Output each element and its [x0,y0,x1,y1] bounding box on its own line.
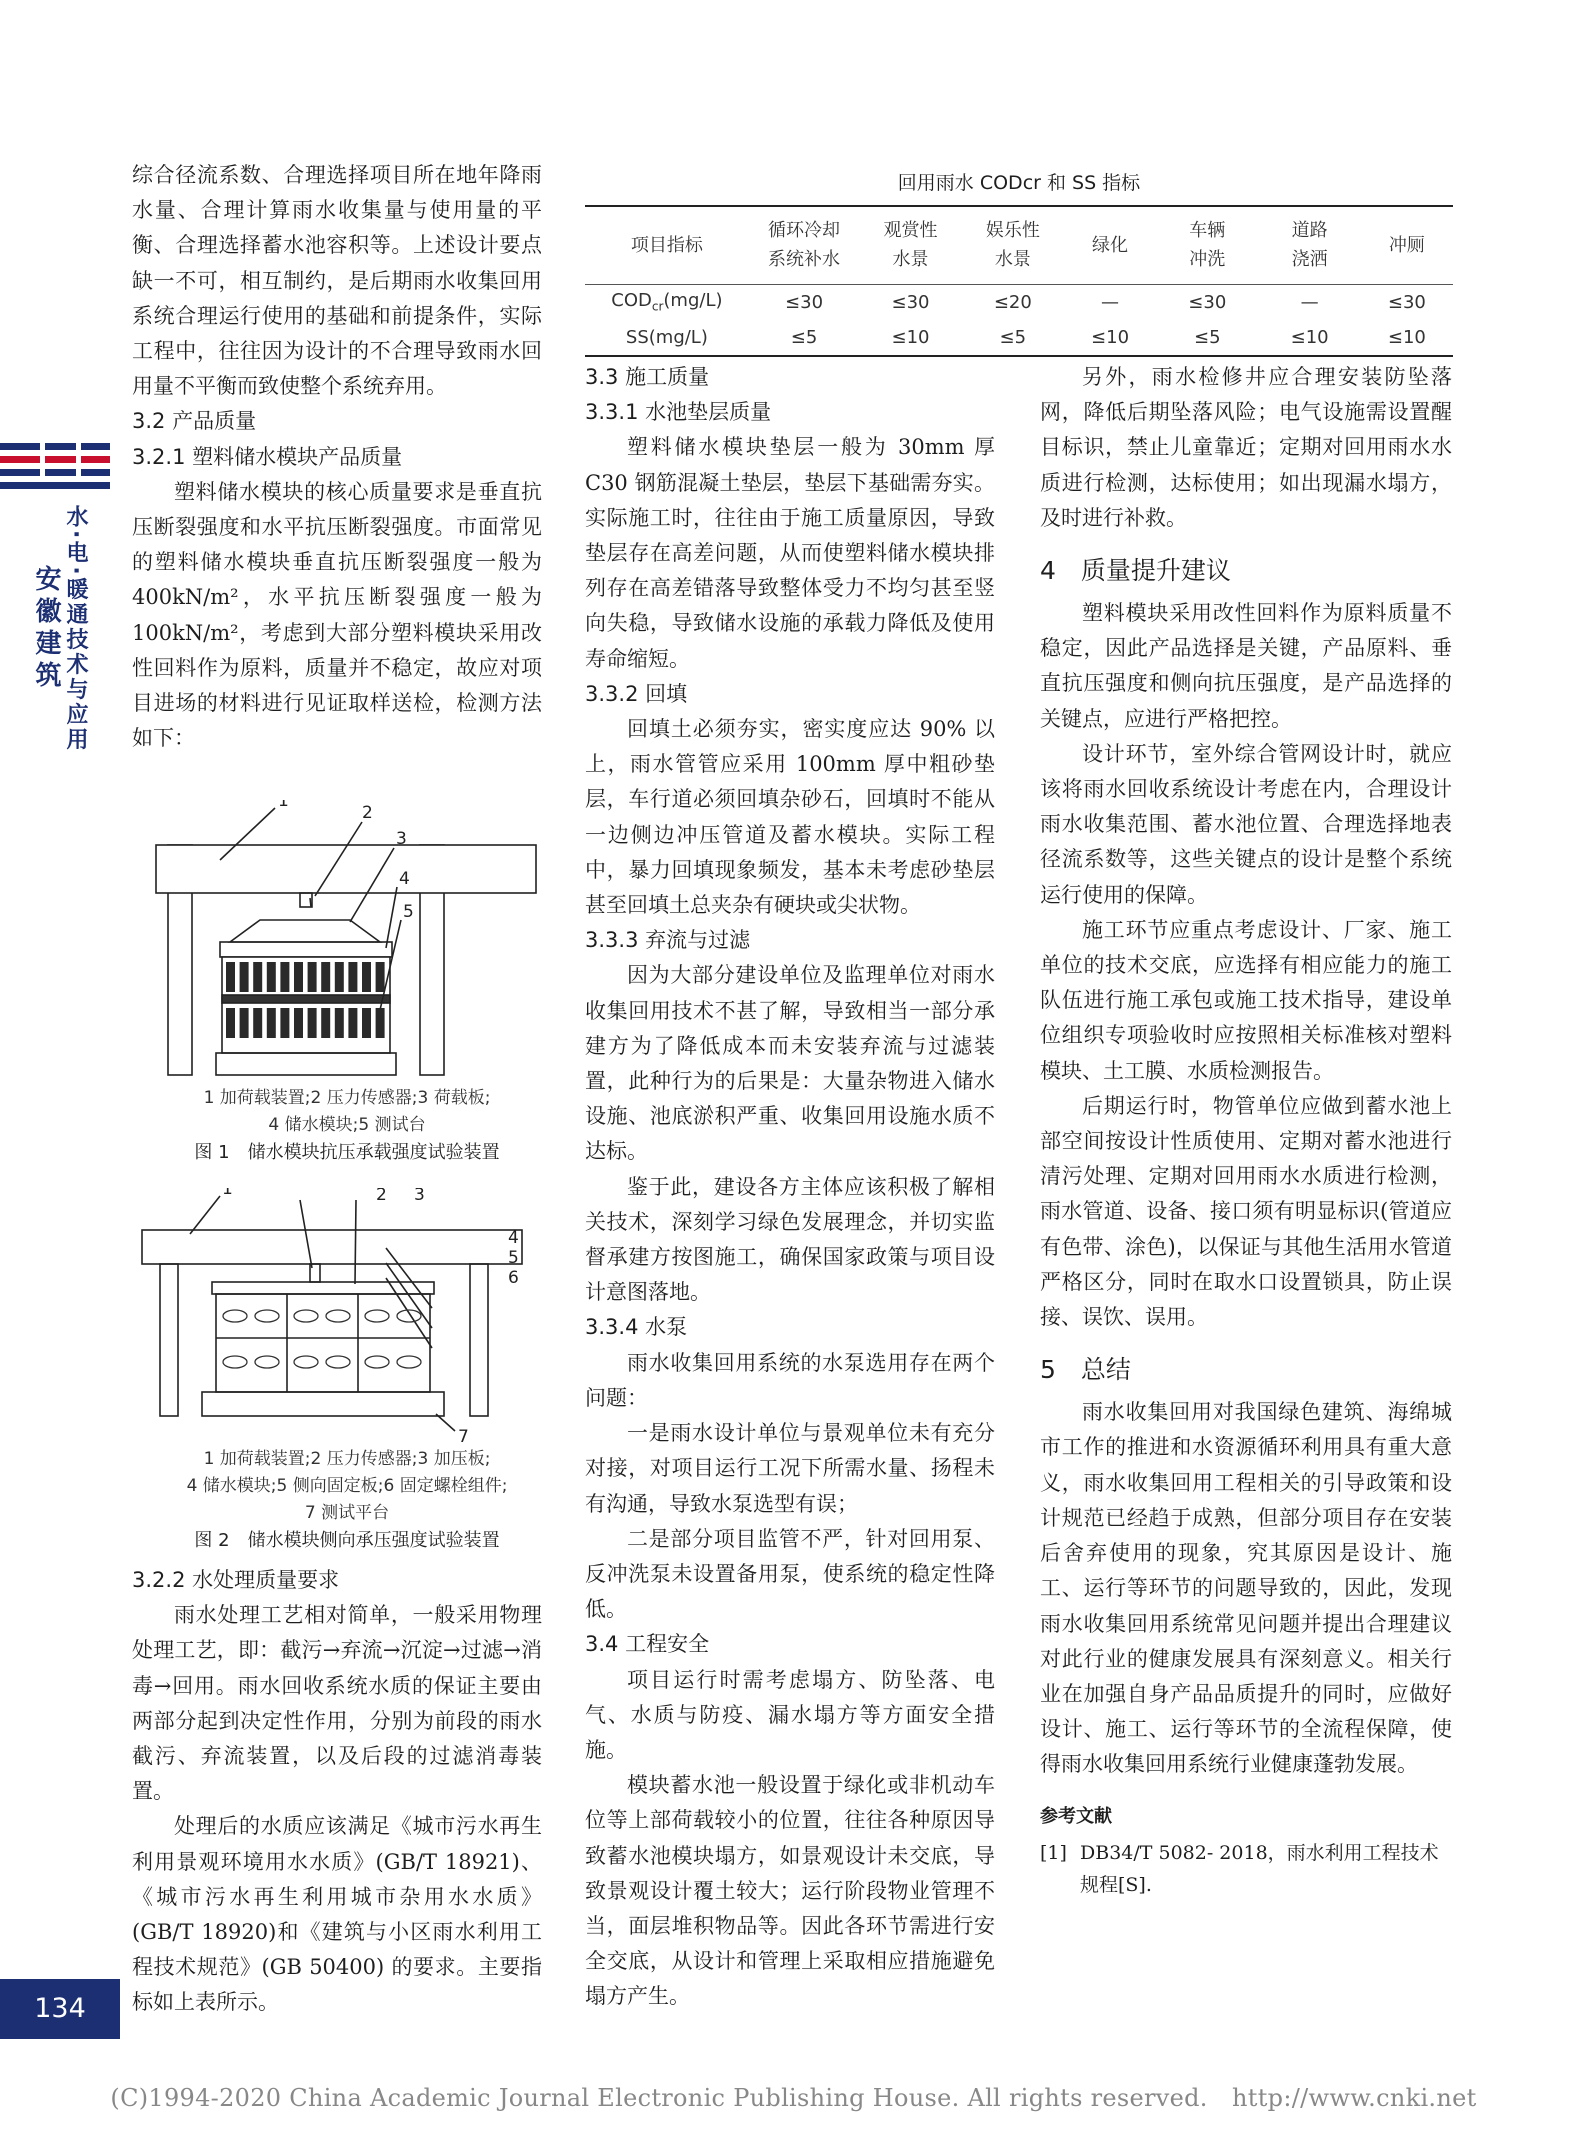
fig2-module-cell [326,1356,350,1368]
paragraph-4-b: 设计环节，室外综合管网设计时，就应该将雨水回收系统设计考虑在内，合理设计雨水收集范围、蓄水池位置、合理选择地表径流系数等，这些关键点的设计是整个系统运行使用的保障。 [1040,741,1452,907]
figure-2 [140,1188,550,1448]
fig2-legend-line-1: 1 加荷载装置;2 压力传感器;3 加压板; [203,1449,491,1469]
fig1-module-cell [348,962,357,992]
table-header-line: 绿化 [1092,234,1129,256]
fig1-module-cell [267,1008,276,1038]
stripe-blue-1 [0,443,110,450]
index-table [585,205,1453,357]
table-header-cell [962,206,1064,284]
fig2-module-cell [365,1356,389,1368]
table-cell: ≤10 [1290,327,1329,348]
table-header-cell [1156,206,1258,284]
journal-name-vertical: 水·电·暖通技术与应用 [63,505,88,753]
fig1-module-cell [376,1008,385,1038]
stripe-red-1 [0,456,110,463]
right-intro-paragraph: 另外，雨水检修井应合理安装防坠落网，降低后期坠落风险；电气设施需设置醒目标识，禁止儿童靠近；定期对回用雨水水质进行检测，达标使用；如出现漏水塌方，及时进行补救。 [1040,365,1452,530]
table-row [585,284,1453,320]
fig2-label-5: 5 [508,1248,519,1268]
table-cell: ≤5 [999,327,1027,348]
fig1-label-5: 5 [403,902,414,922]
stripe-blue-3 [0,482,110,489]
fig2-module-cell [365,1310,389,1322]
table-header-line: 车辆 [1189,220,1226,242]
paragraph-3-2-2-b: 处理后的水质应该满足《城市污水再生利用景观环境用水水质》(GB/T 18921)、《城市污水再生利用城市杂用水水质》(GB/T 18920)和《建筑与小区雨水利用工程技术规范》(GB 50400) 的要求。主要指标如上表所示。 [132,1814,542,2015]
fig1-legend-line-1: 1 加荷载装置;2 压力传感器;3 荷载板; [203,1088,491,1108]
fig2-module-cell [326,1310,350,1322]
fig1-module-cell [267,962,276,992]
fig1-module-cell [240,1008,249,1038]
fig1-label-2: 2 [362,803,373,823]
paragraph-3-3-1: 塑料储水模块垫层一般为 30mm 厚 C30 钢筋混凝土垫层，垫层下基础需夯实。实际施工时，往往由于施工质量原因，导致垫层存在高差问题，从而使塑料储水模块排列存在高差错落导致整体受力不均匀甚至竖向失稳，导致储水设施的承载力降低及使用寿命缩短。 [585,435,995,671]
fig1-module-cell [348,1008,357,1038]
heading-3-3-1: 3.3.1 水池垫层质量 [585,400,772,425]
fig2-module-cell [223,1356,247,1368]
fig2-module-cell [255,1356,279,1368]
table-cell: ≤20 [993,291,1032,313]
table-header-line: 水景 [892,249,929,271]
heading-3-3-4: 3.3.4 水泵 [585,1315,688,1340]
table-row [585,320,1453,356]
table-header-cell [585,206,749,284]
table-title: 回用雨水 CODcr 和 SS 指标 [897,172,1141,194]
table-header-cell [859,206,961,284]
fig1-module-cell [294,1008,303,1038]
table-header-cell [1258,206,1360,284]
fig1-module-cell [280,962,289,992]
table-row-label: $COD_{cr}(mg/L)$ [611,290,723,315]
table-header-cell [1361,206,1453,284]
table-cell: ≤10 [1387,327,1426,348]
stripe-notch-1 [40,443,45,476]
paragraph-4-a: 塑料模块采用改性回料作为原料质量不稳定，因此产品选择是关键，产品原料、垂直抗压强度和侧向抗压强度，是产品选择的关键点，应进行严格把控。 [1040,601,1452,731]
fig1-label-1: 1 [278,800,289,811]
references [1040,1801,1452,1901]
table-header-line: 系统补水 [768,249,841,271]
table-header-line: 道路 [1291,220,1328,242]
heading-3-2-2: 3.2.2 水处理质量要求 [132,1568,340,1592]
figure-2-drawing [140,1188,550,1448]
fig2-label-6: 6 [508,1268,519,1288]
table-header-line: 浇洒 [1291,249,1328,271]
table-header-line: 观赏性 [883,220,938,242]
reference-1 [1040,1837,1452,1901]
paragraph-4-c: 施工环节应重点考虑设计、厂家、施工单位的技术交底，应选择有相应能力的施工队伍进行施工承包或施工技术指导，建设单位组织专项验收时应按照相关标准核对塑料模块、土工膜、水质检测报告。 [1040,917,1452,1083]
heading-3-3: 3.3 施工质量 [585,365,710,389]
heading-3-3-2: 3.3.2 回填 [585,681,688,706]
fig2-legend-line-2: 4 储水模块;5 侧向固定板;6 固定螺栓组件; [186,1476,508,1496]
fig1-label-3: 3 [396,829,407,849]
stripe-notch-2 [76,443,81,476]
right-column [1040,360,1452,1901]
heading-3-2-1: 3.2.1 塑料储水模块产品质量 [132,444,403,469]
table-cell: ≤30 [891,291,930,313]
paragraph-3-3-3-b: 鉴于此，建设各方主体应该积极了解相关技术，深刻学习绿色发展理念，并切实监督承建方按图施工，确保国家政策与项目设计意图落地。 [585,1174,995,1305]
paragraph-3-3-2: 回填土必须夯实，密实度应达 90% 以上，雨水管管应采用 100mm 厚中粗砂垫层，车行道必须回填杂砂石，回填时不能从一边侧边冲压管道及蓄水模块。实际工程中，暴力回填现象频发，基本未考虑砂垫层甚至回填土总夹杂有硬块或尖状物。 [585,717,995,918]
paragraph-3-2-1: 塑料储水模块的核心质量要求是垂直抗压断裂强度和水平抗压断裂强度。市面常见的塑料储水模块垂直抗压断裂强度一般为 400kN/m²，水平抗压断裂强度一般为 100kN/m²，考虑到大部分塑料模块采用改性回料作为原料，质量并不稳定，故应对项目进场的材料进行见证取样送检，检测方法如下： [132,479,542,751]
fig1-module-cell [308,962,317,992]
table-cell: ≤10 [891,327,930,348]
table-header-line: 冲洗 [1189,249,1226,271]
table-header-row [585,206,1453,284]
fig2-label-7: 7 [458,1427,469,1447]
fig1-label-4: 4 [399,869,410,889]
fig1-module-cell [280,1008,289,1038]
left-intro-paragraph: 综合径流系数、合理选择项目所在地年降雨水量、合理计算雨水收集量与使用量的平衡、合理选择蓄水池容积等。上述设计要点缺一不可，相互制约，是后期雨水收集回用系统合理运行使用的基础和前提条件，实际工程中，往往因为设计的不合理导致雨水回用量不平衡而致使整个系统弃用。 [132,163,542,399]
table-header-line: 水景 [994,249,1031,271]
table-cell: ≤30 [1387,291,1426,313]
fig1-module-cell [240,962,249,992]
figure-2-legend [132,1446,562,1555]
table-cell: ≤30 [1188,291,1227,313]
table-cell: — [1101,291,1120,313]
paragraph-3-4-b: 模块蓄水池一般设置于绿化或非机动车位等上部荷载较小的位置，往往各种原因导致蓄水池模块塌方，如景观设计未交底，导致景观设计覆土较大；运行阶段物业管理不当，面层堆积物品等。因此各环节需进行安全交底，从设计和管理上采取相应措施避免塌方产生。 [585,1773,995,2009]
index-table-block [585,168,1453,357]
fig2-module-cell [223,1310,247,1322]
table-cell: ≤10 [1091,327,1130,348]
table-cell: ≤5 [1194,327,1221,348]
fig2-caption: 图 2 储水模块侧向承压强度试验装置 [194,1530,500,1551]
fig1-module-cell [362,962,371,992]
paragraph-3-3-4-c: 二是部分项目监管不严，针对回用泵、反冲洗泵未设置备用泵，使系统的稳定性降低。 [585,1526,995,1622]
fig1-module-cell [362,1008,371,1038]
table-cell: ≤30 [785,291,824,313]
table-header-line: 循环冷却 [768,220,841,242]
heading-5: 5 总结 [1040,1355,1131,1385]
fig2-module-cell [397,1356,421,1368]
fig1-module-cell [253,962,262,992]
heading-4: 4 质量提升建议 [1040,556,1231,586]
figure-1-drawing [150,800,550,1085]
figure-2-module-cells [223,1310,421,1368]
table-header-line: 冲厕 [1388,234,1425,256]
fig2-legend-line-3: 7 测试平台 [304,1503,390,1523]
paragraph-3-3-3-a: 因为大部分建设单位及监理单位对雨水收集回用技术不甚了解，导致相当一部分承建方为了降低成本而未安装弃流与过滤装置，此种行为的后果是：大量杂物进入储水设施、池底淤积严重、收集回用设施水质不达标。 [585,963,995,1164]
fig2-label-1: 1 [222,1188,233,1199]
fig2-label-4: 4 [508,1228,519,1248]
fig1-module-cell [321,962,330,992]
references-title: 参考文献 [1040,1805,1112,1827]
fig2-label-2: 2 [376,1188,387,1205]
fig1-module-cell [335,962,344,992]
reference-1-number: [1] [1040,1841,1067,1864]
fig1-module-cell [253,1008,262,1038]
paragraph-3-4-a: 项目运行时需考虑塌方、防坠落、电气、水质与防疫、漏水塌方等方面安全措施。 [585,1667,995,1762]
copyright-footer: (C)1994-2020 China Academic Journal Electronic Publishing House. All rights reserved. http://www.cnki.net [110,2084,1477,2112]
left-column [132,158,542,756]
table-header-cell [1064,206,1156,284]
heading-3-3-3: 3.3.3 弃流与过滤 [585,928,751,953]
left-column-bottom [132,1563,542,2021]
journal-sub-vertical: 安徽建筑 [31,565,61,693]
fig1-caption: 图 1 储水模块抗压承载强度试验装置 [194,1142,500,1163]
reference-1-text: DB34/T 5082- 2018，雨水利用工程技术规程[S]. [1080,1841,1439,1896]
table-header-line: 娱乐性 [985,220,1040,242]
heading-3-4: 3.4 工程安全 [585,1632,710,1657]
fig1-module-cell [376,962,385,992]
paragraph-5: 雨水收集回用对我国绿色建筑、海绵城市工作的推进和水资源循环利用具有重大意义，雨水收集回用工程相关的引导政策和设计规范已经趋于成熟，但部分项目存在安装后舍弃使用的现象，究其原因是设计、施工、运行等环节的问题导致的，因此，发现雨水收集回用系统常见问题并提出合理建议对此行业的健康发展具有深刻意义。相关行业在加强自身产品品质提升的同时，应做好设计、施工、运行等环节的全流程保障，使得雨水收集回用系统行业健康蓬勃发展。 [1040,1400,1452,1777]
fig1-module-cell [226,1008,235,1038]
table-header-line: 项目指标 [630,234,703,256]
fig1-module-cell [335,1008,344,1038]
fig2-module-cell [294,1310,318,1322]
table-cell: — [1300,291,1319,313]
fig1-module-cell [226,962,235,992]
table-header-cell [749,206,860,284]
page-number: 134 [0,1979,120,2039]
paragraph-4-d: 后期运行时，物管单位应做到蓄水池上部空间按设计性质使用、定期对蓄水池进行清污处理、定期对回用雨水水质进行检测，雨水管道、设备、接口须有明显标识(管道应有色带、涂色)，以保证与其他生活用水管道严格区分，同时在取水口设置锁具，防止误接、误饮、误用。 [1040,1093,1452,1330]
fig2-module-cell [255,1310,279,1322]
figure-1-legend [132,1085,562,1167]
fig1-legend-line-2: 4 储水模块;5 测试台 [268,1115,426,1135]
paragraph-3-2-2-a: 雨水处理工艺相对简单，一般采用物理处理工艺，即：截污→弃流→沉淀→过滤→消毒→回用。雨水回收系统水质的保证主要由两部分起到决定性作用，分别为前段的雨水截污、弃流装置，以及后段的过滤消毒装置。 [132,1603,542,1804]
fig1-module-cell [308,1008,317,1038]
heading-3-2: 3.2 产品质量 [132,409,257,434]
paragraph-3-3-4-a: 雨水收集回用系统的水泵选用存在两个问题： [585,1350,995,1410]
fig2-module-cell [294,1356,318,1368]
fig1-module-cell [294,962,303,992]
table-cell: ≤5 [790,327,818,348]
stripe-blue-2 [0,469,110,476]
middle-column [585,360,995,2015]
paragraph-3-3-4-b: 一是雨水设计单位与景观单位未有充分对接，对项目运行工况下所需水量、扬程未有沟通，导致水泵选型有误； [585,1421,995,1516]
table-row-label: SS(mg/L) [625,327,708,348]
fig2-label-3: 3 [414,1188,425,1205]
fig1-module-cell [321,1008,330,1038]
